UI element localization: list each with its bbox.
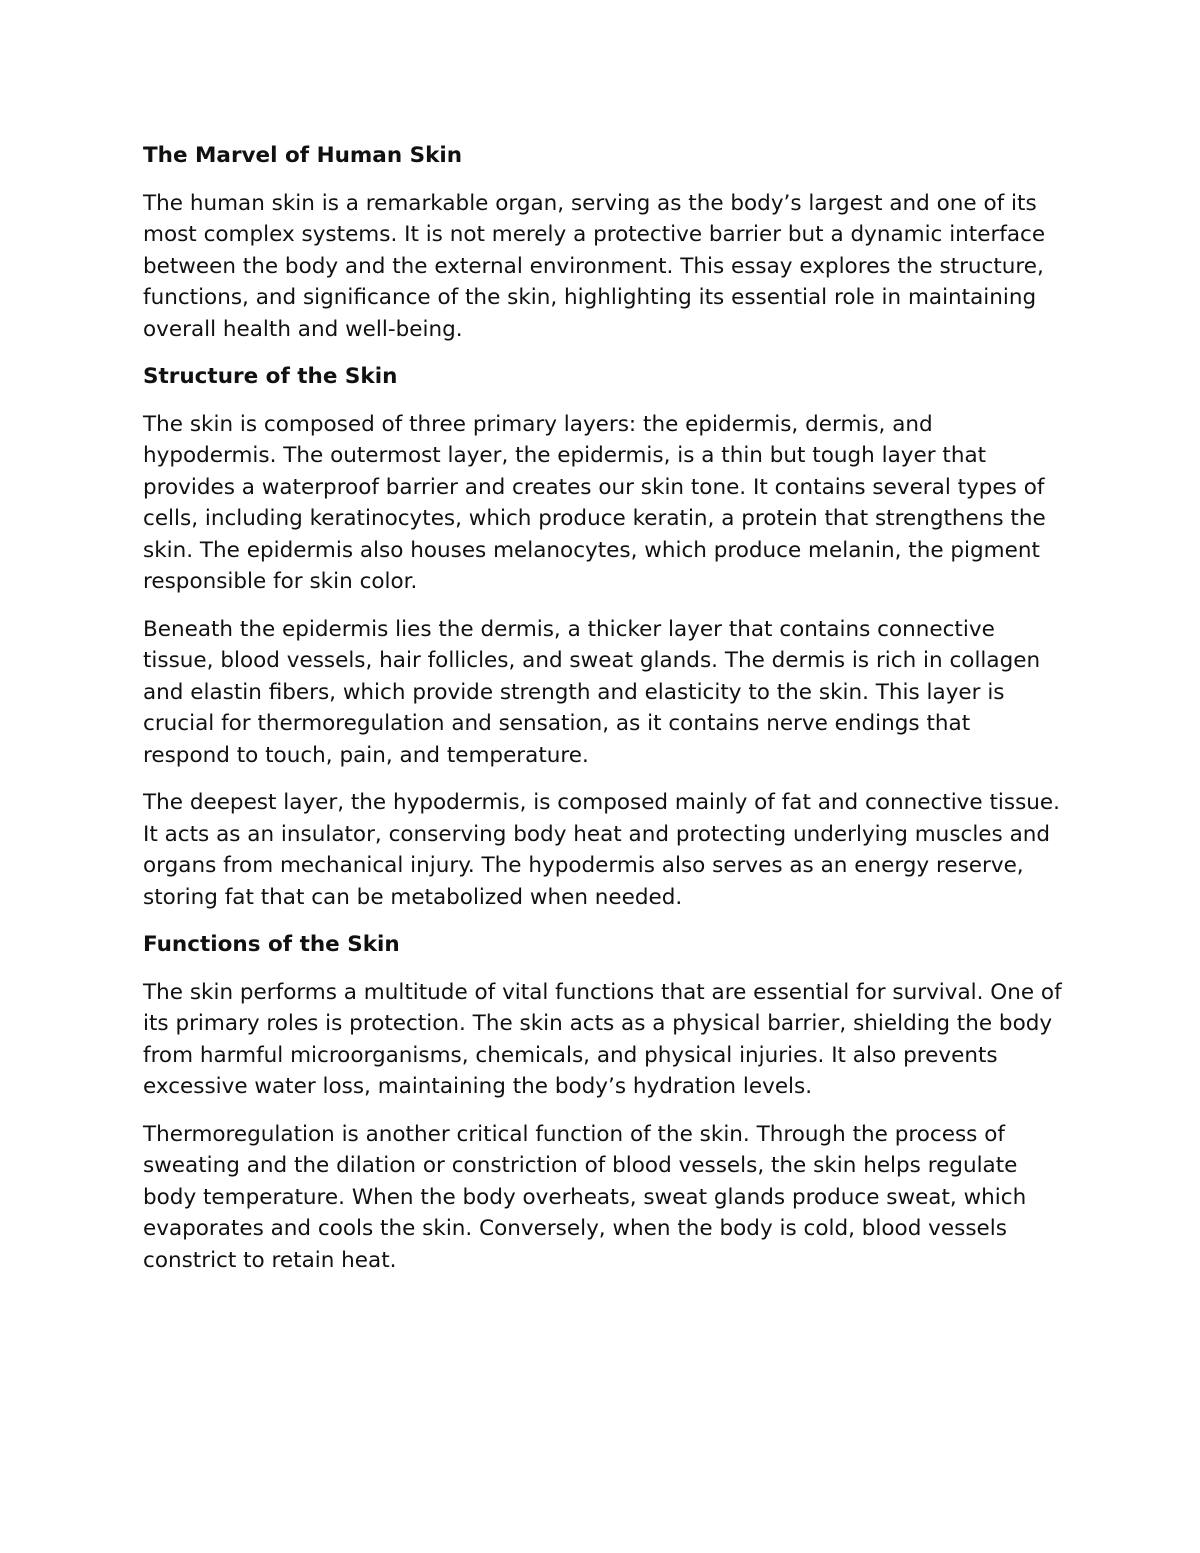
structure-paragraph-hypodermis: The deepest layer, the hypodermis, is composed mainly of fat and connective tissue. It acts as an insulator, conserving body heat and protecting underlying muscles and organs from mechanical injury. The hypodermis also serves as an energy reserve, storing fat that can be metabolized when needed. <box>143 790 1060 910</box>
intro-paragraph: The human skin is a remarkable organ, serving as the body’s largest and one of its most complex systems. It is not merely a protective barrier but a dynamic interface between the body and the external environment. This essay explores the structure, functions, and significance of the skin, highlighting its essential role in maintaining overall health and well-being. <box>143 190 1046 342</box>
functions-paragraph-thermoregulation: Thermoregulation is another critical function of the skin. Through the process of sweating and the dilation or constriction of blood vessels, the skin helps regulate body temperature. When the body overheats, sweat glands produce sweat, which evaporates and cools the skin. Conversely, when the body is cold, blood vessels constrict to retain heat. <box>143 1121 1027 1273</box>
section-heading-functions: Functions of the Skin <box>143 932 400 957</box>
section-heading-structure: Structure of the Skin <box>143 364 398 389</box>
structure-paragraph-dermis: Beneath the epidermis lies the dermis, a thicker layer that contains connective tissue, blood vessels, hair follicles, and sweat glands. The dermis is rich in collagen and elastin fibers, which provide strength and elasticity to the skin. This layer is crucial for thermoregulation and sensation, as it contains nerve endings that respond to touch, pain, and temperature. <box>143 616 1041 768</box>
functions-paragraph-protection: The skin performs a multitude of vital functions that are essential for survival. One of its primary roles is protection. The skin acts as a physical barrier, shielding the body from harmful microorganisms, chemicals, and physical injuries. It also prevents excessive water loss, maintaining the body’s hydration levels. <box>143 979 1062 1099</box>
structure-paragraph-epidermis: The skin is composed of three primary layers: the epidermis, dermis, and hypodermis. The outermost layer, the epidermis, is a thin but tough layer that provides a waterproof barrier and creates our skin tone. It contains several types of cells, including keratinocytes, which produce keratin, a protein that strengthens the skin. The epidermis also houses melanocytes, which produce melanin, the pigment responsible for skin color. <box>143 411 1046 594</box>
document-body <box>143 140 1063 1292</box>
document-title: The Marvel of Human Skin <box>143 143 463 168</box>
